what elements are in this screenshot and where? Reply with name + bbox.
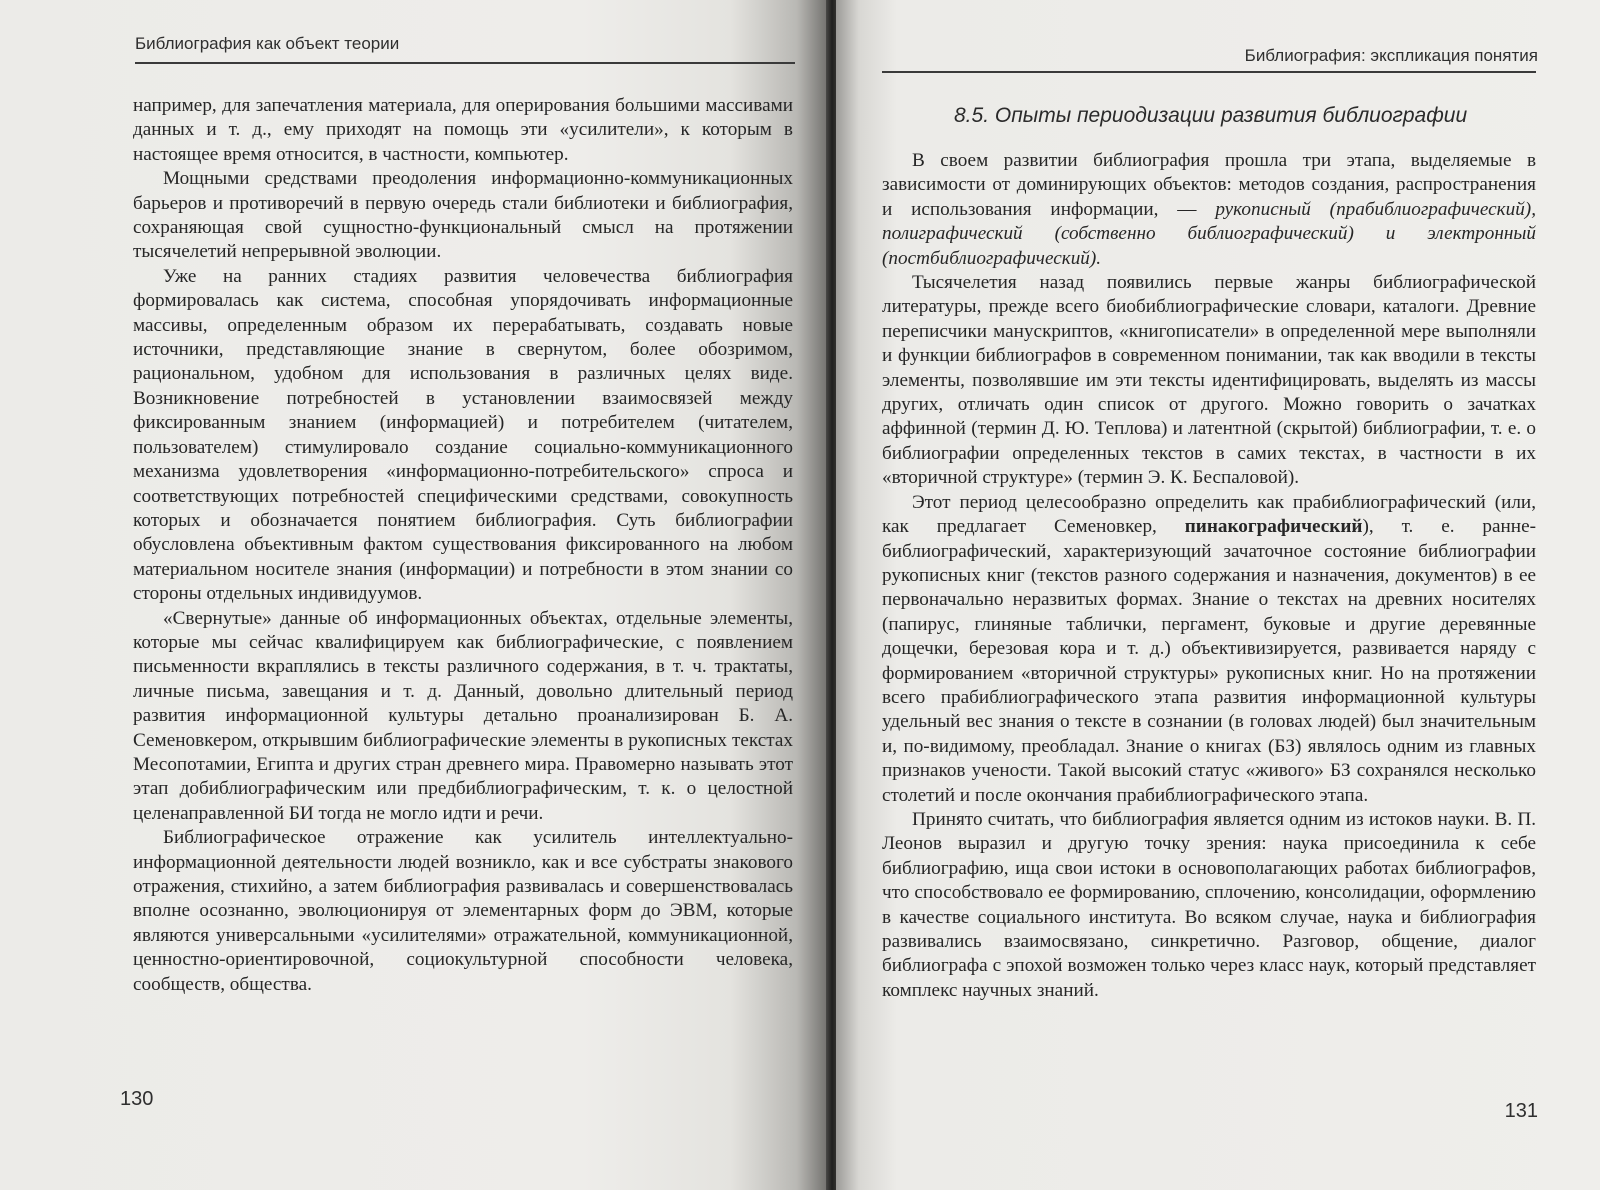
left-paragraph-4: «Свернутые» данные об информационных объектах, отдельные элементы, которые мы сейчас квалифицируем как библиографические, с появлением письменности вкраплялись в тексты различного содержания, в т. ч. трактаты, личные письма, завещания и т. д. Данный, довольно длительный период развития информационной культуры детально проанализирован Б. А. Семеновкером, открывшим библиографические элементы в рукописных текстах Месопотамии, Египта и других стран древнего мира. Правомерно называть этот этап добиблиографическим или предбиблиографическим, т. к. о целостной целенаправленной БИ тогда не могло идти и речи. xyxy=(133,607,793,824)
right-paragraph-1 xyxy=(882,149,1536,271)
running-head-right: Библиография: экспликация понятия xyxy=(1244,46,1538,65)
right-paragraph-3-bold-term: пинакографический xyxy=(1184,516,1363,538)
right-page-body xyxy=(882,149,1536,1003)
header-rule-right xyxy=(882,71,1536,73)
header-rule-left xyxy=(135,62,795,64)
left-paragraph-5: Библиографическое отражение как усилитель интеллектуально-информационной деятельности людей возникло, как и все субстраты знакового отражения, стихийно, а затем библиография развивалась и совершенствовалась вполне осознанно, эволюционируя от элементарных форм до ЭВМ, которые являются универсальными «усилителями» отражательной, коммуникационной, ценностно-ориентировочной, социокультурной способности человека, сообществ, общества. xyxy=(133,827,793,995)
right-paragraph-3-after: ), т. е. ранне- библиографический, характеризующий зачаточное состояние библиографии рукописных книг (текстов разного содержания и назначения, документов) в ее первоначально неразвитых формах. Знание о текстах на древних носителях (папирус, глиняные таблички, пергамент, буковые и другие деревянные дощечки, березовая кора и т. д.) объективизируется, развивается наряду с формированием «вторичной структуры» рукописных книг. Но на протяжении всего прабиблиографического этапа развития информационной культуры удельный вес знания о тексте в сознании (в головах людей) был значительным и, по-видимому, преобладал. Знание о книгах (БЗ) являлось одним из главных признаков учености. Такой высокий статус «живого» БЗ сохранялся несколько столетий и после окончания прабиблиографического этапа. xyxy=(882,516,1536,806)
page-number-right: 131 xyxy=(1504,1100,1538,1122)
right-paragraph-2: Тысячелетия назад появились первые жанры библиографической литературы, прежде всего биобиблиографические словари, каталоги. Древние переписчики манускриптов, «книгописатели» в определенной мере выполняли и функции библиографов в современном понимании, так как вводили в тексты элементы, позволявшие им эти тексты идентифицировать, выделять из массы других, отличать один список от другого. Можно говорить о зачатках аффинной (термин Д. Ю. Теплова) и латентной (скрытой) библиографии, т. е. о библиографии определенных текстов в самих текстах, в частности в их «вторичной структуре» (термин Э. К. Беспаловой). xyxy=(882,272,1536,489)
right-page xyxy=(836,0,1600,1190)
right-paragraph-1-text: В своем развитии библиография прошла три этапа, выделяемые в зависимости от доминирующих объектов: методов создания, распространения и использования информации, — xyxy=(882,150,1536,220)
right-paragraph-4: Принято считать, что библиография является одним из истоков науки. В. П. Леонов выразил и другую точку зрения: наука присоединила к себе библиографию, ища свои истоки в основополагающих работах библиографов, что способствовало ее формированию, сплочению, консолидации, оформлению в качестве социального института. Во всяком случае, наука и библиография развивались взаимосвязано, синкретично. Разговор, общение, диалог библиографа с эпохой возможен только через класс наук, который представляет комплекс научных знаний. xyxy=(882,808,1536,1001)
running-head-left: Библиография как объект теории xyxy=(135,34,400,53)
left-page-body xyxy=(133,94,793,997)
left-paragraph-3: Уже на ранних стадиях развития человечества библиография формировалась как система, способная упорядочивать информационные массивы, определенным образом их перерабатывать, создавать новые источники, представляющие знание в свернутом, более обозримом, рациональном, удобном для использования в различных целях виде. Возникновение потребностей в установлении взаимосвязей между фиксированным знанием (информацией) и потребителем (читателем, пользователем) стимулировало создание социально-коммуникационного механизма удовлетворения «информационно-потребительского» спроса и соответствующих потребностей специфическими средствами, совокупность которых и обозначается понятием библиография. Суть библиографии обусловлена объективным фактом существования фиксированного на любом материальном носителе знания (информации) и потребности в этом знании со стороны отдельных индивидуумов. xyxy=(133,265,793,605)
right-paragraph-3 xyxy=(882,491,1536,808)
right-paragraph-1-italic: рукописный (прабиблиографический), полиграфический (собственно библиографический) и электронный (постбиблиографический). xyxy=(882,198,1536,269)
page-number-left: 130 xyxy=(120,1088,154,1110)
right-paragraph-3-before: Этот период целесообразно определить как прабиблиографический (или, как предлагает Семеновкер, xyxy=(882,491,1536,538)
section-title: 8.5. Опыты периодизации развития библиографии xyxy=(954,104,1468,127)
left-paragraph-1: например, для запечатления материала, для оперирования большими массивами данных и т. д., ему приходят на помощь эти «усилители», к которым в настоящее время относится, в частности, компьютер. xyxy=(133,95,793,165)
left-paragraph-2: Мощными средствами преодоления информационно-коммуникационных барьеров и противоречий в первую очередь стали библиотеки и библиография, сохраняющая свой сущностно-функциональный смысл на протяжении тысячелетий непрерывной эволюции. xyxy=(133,168,793,263)
